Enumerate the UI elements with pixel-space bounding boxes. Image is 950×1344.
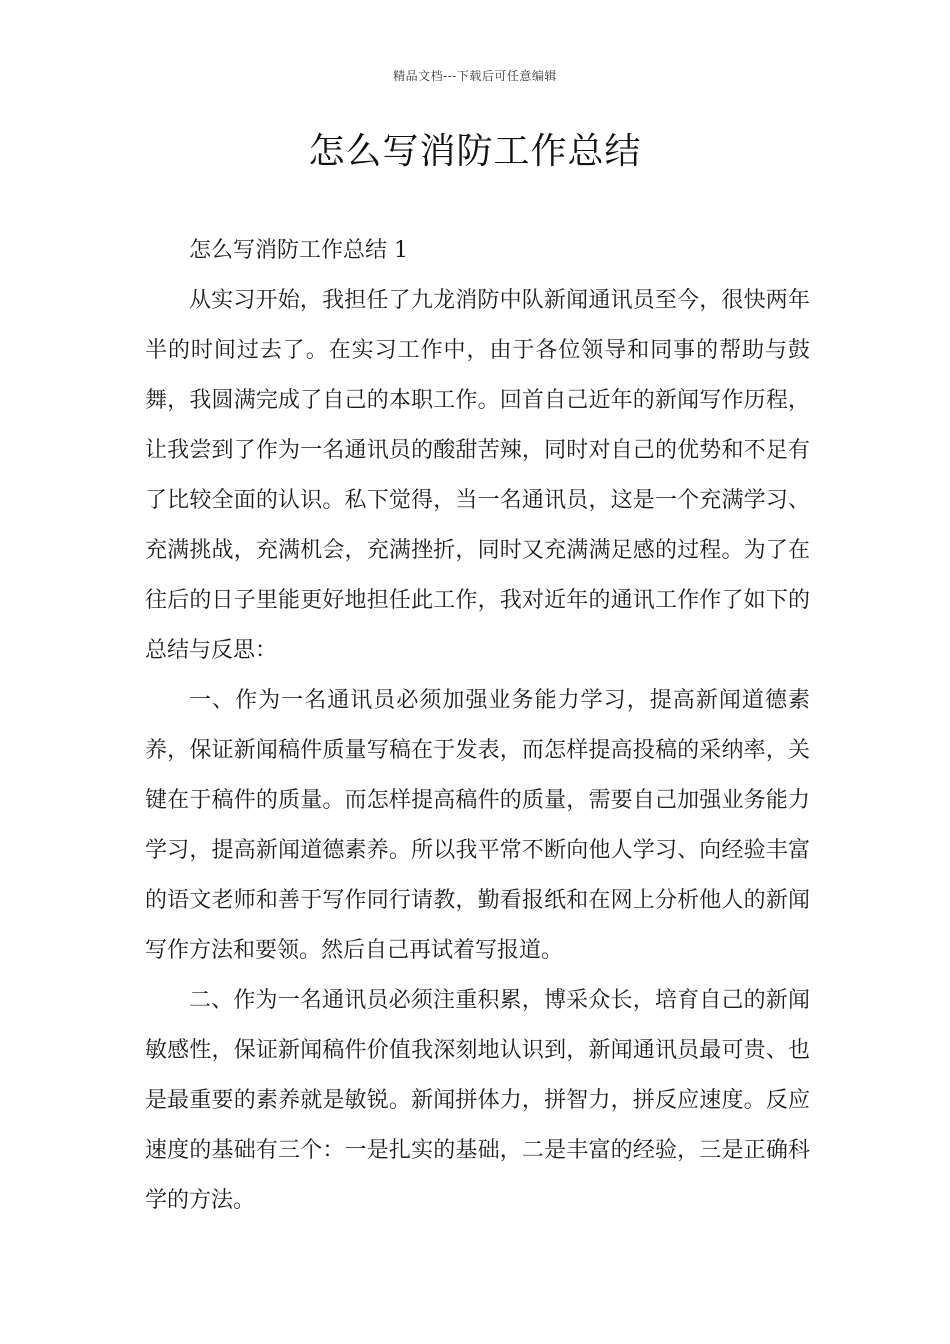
paragraph: 一、作为一名通讯员必须加强业务能力学习，提高新闻道德素养，保证新闻稿件质量写稿在于发表，而怎样提高投稿的采纳率，关键在于稿件的质量。而怎样提高稿件的质量，需要自己加强业务能力学习，提高新闻道德素养。所以我平常不断向他人学习、向经验丰富的语文老师和善于写作同行请教，勤看报纸和在网上分析他人的新闻写作方法和要领。然后自己再试着写报道。 [145, 688, 810, 963]
document-body [145, 226, 810, 1226]
paragraph: 从实习开始，我担任了九龙消防中队新闻通讯员至今，很快两年半的时间过去了。在实习工作中，由于各位领导和同事的帮助与鼓舞，我圆满完成了自己的本职工作。回首自己近年的新闻写作历程，让我尝到了作为一名通讯员的酸甜苦辣，同时对自己的优势和不足有了比较全面的认识。私下觉得，当一名通讯员，这是一个充满学习、充满挑战，充满机会，充满挫折，同时又充满满足感的过程。为了在往后的日子里能更好地担任此工作，我对近年的通讯工作作了如下的总结与反思： [145, 288, 810, 663]
header-note: 精品文档---下载后可任意编辑 [393, 69, 557, 83]
page-title: 怎么写消防工作总结 [308, 131, 642, 172]
subheading: 怎么写消防工作总结 1 [189, 238, 408, 263]
paragraph: 二、作为一名通讯员必须注重积累，博采众长，培育自己的新闻敏感性，保证新闻稿件价值我深刻地认识到，新闻通讯员最可贵、也是最重要的素养就是敏锐。新闻拼体力，拼智力，拼反应速度。反应速度的基础有三个：一是扎实的基础，二是丰富的经验，三是正确科学的方法。 [145, 988, 810, 1213]
